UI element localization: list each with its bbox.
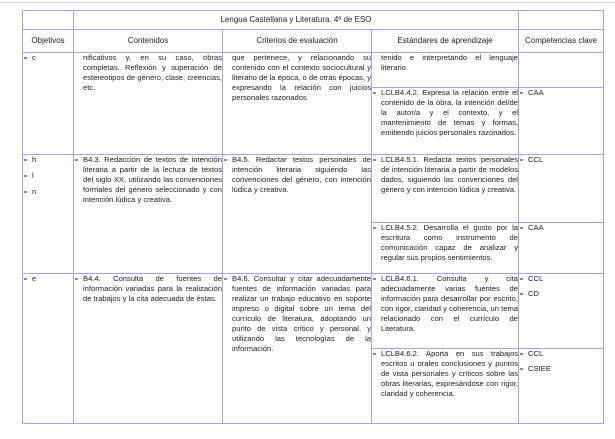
table-header-row (23, 30, 604, 53)
list-item (519, 88, 603, 98)
bullet-marker (520, 293, 523, 295)
column-header-competencias: Competencias clave (519, 30, 604, 53)
cell-competencias (519, 155, 604, 223)
list-item (519, 349, 603, 359)
column-header-objetivos: Objetivos (23, 30, 74, 53)
cell-contenidos (74, 53, 223, 155)
cell-competencias (519, 349, 604, 424)
list-item (23, 53, 73, 63)
title-spacer-cell-left (23, 11, 74, 30)
bullet-marker (520, 278, 523, 280)
bullet-marker (520, 368, 523, 370)
continuation-text: que pertenece, y relacionando su contenido con el contexto sociocultural y literario de la época, o de otras épocas, y expresando la relación con juicios personales razonados. (232, 53, 371, 102)
list-item (519, 274, 603, 284)
page-top-rule (0, 2, 615, 3)
column-header-contenidos: Contenidos (74, 30, 223, 53)
list-item (223, 274, 371, 354)
objetivo-letter: n (32, 187, 37, 196)
estandar-text: LCLB4.5.1. Redacta textos personales de intención literaria a partir de modelos dados, siguiendo las convenciones del género y con intención lúdica y creativa. (381, 155, 518, 194)
cell-criterios (223, 53, 372, 155)
list-item (23, 274, 73, 284)
cell-estandar (372, 274, 519, 349)
bullet-marker (24, 175, 27, 177)
list-item (519, 364, 603, 374)
cell-estandar (372, 223, 519, 274)
column-header-estandares: Estándares de aprendizaje (372, 30, 519, 53)
competencia-code: CCL (528, 155, 544, 164)
table-row (23, 274, 604, 349)
objetivo-letter: l (32, 171, 34, 180)
objetivo-letter: e (32, 274, 37, 283)
cell-criterios (223, 274, 372, 424)
competencia-code: CD (528, 289, 539, 298)
estandar-text: LCLB4.4.2. Expresa la relación entre el contenido de la obra, la intención del/de la autor/a y el contexto, y el mantenimiento de temas y formas, emitiendo juicios personales razonados. (381, 88, 518, 137)
list-item (23, 171, 73, 181)
list-item (74, 274, 222, 304)
bullet-marker (520, 227, 523, 229)
bullet-marker (373, 159, 376, 161)
cell-estandar (372, 155, 519, 223)
list-item (372, 349, 518, 399)
column-header-criterios: Criterios de evaluación (223, 30, 372, 53)
objetivo-letter: c (32, 53, 36, 62)
bullet-marker (373, 227, 376, 229)
table-row (23, 155, 604, 223)
cell-criterios (223, 155, 372, 274)
bullet-marker (24, 159, 27, 161)
cell-estandar (372, 53, 519, 88)
bullet-marker (520, 92, 523, 94)
bullet-marker (520, 353, 523, 355)
list-item (519, 155, 603, 165)
competencia-code: CAA (528, 223, 544, 232)
bullet-marker (373, 353, 376, 355)
table-title: Lengua Castellana y Literatura. 4º de ESO (74, 11, 519, 30)
list-item (519, 223, 603, 233)
cell-objetivos (23, 155, 74, 274)
list-item (372, 88, 518, 138)
list-item (23, 155, 73, 165)
criterio-text: B4.6. Consultar y citar adecuadamente fuentes de información variadas para realizar un trabajo educativo en soporte impreso o digital sobre un tema del currículo de literatura, adoptando un punto de vista crítico y personal, y utilizando las tecnologías de la información. (232, 274, 371, 353)
bullet-marker (373, 92, 376, 94)
list-item (519, 289, 603, 299)
table-title-row (23, 11, 604, 30)
bullet-marker (373, 278, 376, 280)
bullet-marker (24, 57, 27, 59)
competencia-code: CCL (528, 274, 544, 283)
criterio-text: B4.5. Redactar textos personales de intención literaria siguiendo las convenciones del género, con intención lúdica y creativa. (232, 155, 371, 194)
estandar-text: LCLB4.5.2. Desarrolla el gusto por la escritura como instrumento de comunicación capaz de analizar y regular sus propios sentimientos. (381, 223, 518, 262)
bullet-marker (24, 191, 27, 193)
curriculum-table (22, 10, 604, 424)
list-item (372, 155, 518, 195)
contenido-text: B4.4. Consulta de fuentes de información variadas para la realización de trabajos y la cita adecuada de éstas. (83, 274, 222, 303)
cell-contenidos (74, 274, 223, 424)
cell-objetivos (23, 53, 74, 155)
list-item (372, 223, 518, 263)
estandar-text: LCLB4.6.1. Consulta y cita adecuadamente varias fuentes de información para desarrollar por escrito, con rigor, claridad y coherencia, un tema relacionado con el currículo de Literatura. (381, 274, 518, 333)
title-spacer-cell-right (519, 11, 604, 30)
bullet-marker (24, 278, 27, 280)
cell-competencias (519, 88, 604, 155)
cell-competencias (519, 223, 604, 274)
list-item (223, 155, 371, 195)
cell-estandar (372, 349, 519, 424)
continuation-text: nificativos y, en su caso, obras completas. Reflexión y superación de estereotipos de género, clase, creencias, etc. (83, 53, 222, 92)
bullet-marker (520, 159, 523, 161)
list-item (74, 155, 222, 205)
objetivo-letter: h (32, 155, 37, 164)
cell-contenidos (74, 155, 223, 274)
contenido-text: B4.3. Redacción de textos de intención literaria a partir de la lectura de textos del siglo XX, utilizando las convenciones formales del género seleccionado y con intención lúdica y creativa. (83, 155, 222, 204)
cell-competencias (519, 274, 604, 349)
continuation-text: tenido e interpretando el lenguaje literario. (381, 53, 518, 72)
bullet-marker (224, 159, 227, 161)
cell-competencias (519, 53, 604, 88)
list-item (23, 187, 73, 197)
competencia-code: CAA (528, 88, 544, 97)
estandar-text: LCLB4.6.2. Aporta en sus trabajos escritos u orales conclusiones y puntos de vista personales y críticos sobre las obras literarias, expresándose con rigor, claridad y coherencia. (381, 349, 518, 398)
bullet-marker (75, 278, 78, 280)
table-row (23, 53, 604, 88)
competencia-code: CSIEE (528, 364, 551, 373)
cell-estandar (372, 88, 519, 155)
bullet-marker (75, 159, 78, 161)
cell-objetivos (23, 274, 74, 424)
bullet-marker (224, 278, 227, 280)
competencia-code: CCL (528, 349, 544, 358)
list-item (372, 274, 518, 334)
